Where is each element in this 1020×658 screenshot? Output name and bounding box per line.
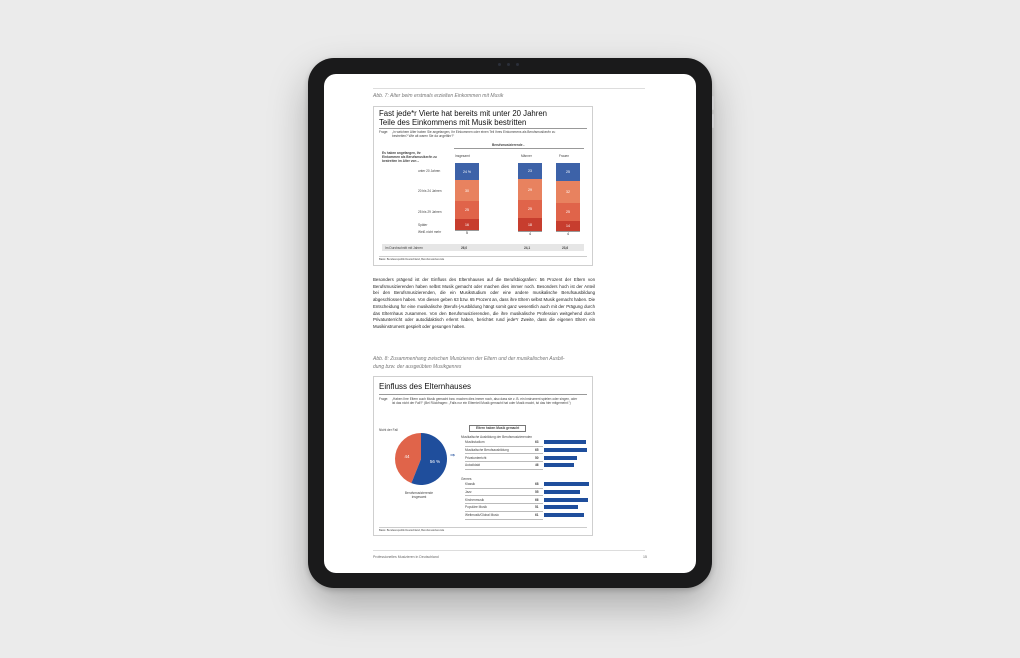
row-header: Es haben angefangen, ihr Einkommen als Berufsmusiker/in zu bestreiten im Alter von – [382,151,437,163]
chart-title: Einfluss des Elternhauses [379,382,472,391]
bar-segment: 25 [556,203,580,221]
hbar-label: Klassik [465,482,476,486]
bar-segment: 32 [556,181,580,204]
footer-title: Professionelles Musizieren in Deutschland [373,555,439,559]
column-header: Frauen [559,154,570,158]
bar-segment: 25 [518,200,542,218]
hbar-value: 50 [535,455,539,460]
row-divider [465,519,543,520]
bar-segment: 25 [556,163,580,181]
pie-not-label: Nicht der Fall [379,428,398,432]
question-text: „Haben Ihre Eltern auch Musik gemacht bzw. machen dies immer noch, also dass sie z. B. ein Instrument spielen oder singen, oder ist das nicht der Fall?“ (Bei Rückfragen: „Falls nur ein Elternteil Musik gemacht hat oder Musik macht, ist das hier mitgemeint.“) [392,397,578,405]
footer-rule [373,550,645,551]
average-value: 26,0 [461,245,468,250]
figure-caption: Abb. 8: Zusammenhang zwischen Musizieren der Eltern und der musikalischen Ausbil- dung bzw. der ausgeübten Musikgenres [373,356,565,370]
hbar-value: 63 [535,440,539,444]
bar-segment: 14 [556,221,580,231]
tablet-screen [324,74,696,573]
row-label: 25 bis 29 Jahren [418,210,442,214]
group-label: Berufsmusizierende - [492,143,525,147]
average-value: 23,6 [562,245,569,250]
chart-card-age [373,106,593,266]
row-label: 20 bis 24 Jahren [418,189,442,193]
hbar [544,463,574,467]
hbar-group-ausbildung [465,440,590,474]
figure-caption: Abb. 7: Alter beim erstmals erzielten Einkommen mit Musik [373,93,504,99]
volume-button [712,96,714,110]
row-divider [465,469,543,470]
bar-segment: 30 [455,180,479,201]
hbar-label: Populäre Musik [465,505,487,510]
pie-legend-box: Eltern haben Musik gemacht [469,425,526,432]
hbar-label: Autodidakt [465,463,481,468]
pie-slice-label: 56 % [429,459,441,465]
source-rule [379,527,587,528]
source-rule [379,256,587,257]
column-header: Männer [521,154,532,158]
row-divider [465,511,543,512]
row-label: unter 20 Jahren [418,169,441,173]
pie-slice-label: 44 [404,453,410,459]
camera-array [480,62,540,68]
row-divider [465,453,543,454]
average-label: Im Durchschnitt mit Jahren [385,245,423,250]
row-divider [465,488,543,489]
tablet-device [308,58,712,588]
question-label: Frage: [379,130,389,134]
stacked-bar-frauen [556,163,580,234]
page-number: 15 [643,555,647,559]
volume-button [712,114,714,128]
average-value: 24,1 [524,245,531,250]
hbar-label: Privatunterricht [465,455,487,460]
hbar-label: Musikstudium [465,440,485,444]
bar-segment: 24 % [455,163,479,180]
hbar-label: Kirchenmusik [465,497,485,502]
row-divider [465,461,543,462]
bar-segment: 4 [556,231,580,235]
bar-segment: 4 [518,231,542,235]
row-divider [465,446,543,447]
pie-caption: Berufsmusizierende insgesamt [404,491,434,499]
hbar-value: 51 [535,505,539,510]
question-text: „In welchem Alter haben Sie angefangen, Ihr Einkommen oder einen Teil Ihres Einkommens als Berufsmusiker/in zu bestreiten? Wie alt waren Sie da ungefähr?“ [392,130,556,138]
hbar-value: 68 [535,482,539,486]
hbar-label: Musikalische Berufsausbildung [465,447,509,452]
hbar-value: 65 [535,447,539,452]
pie-chart [391,429,451,489]
hbar [544,490,580,494]
bar-segment: 25 [455,201,479,219]
header-rule [373,88,645,89]
hbar [544,498,588,502]
bar-segment: 16 [455,219,479,230]
hbar-label: Weltmusik/Global Music [465,513,499,518]
hbar [544,505,578,509]
hbar-group-title: Musikalische Ausbildung der Berufsmusizierenden [461,435,533,439]
hbar-value: 46 [535,463,539,468]
title-rule [379,394,587,395]
row-label: Später [418,223,428,227]
hbar-value: 61 [535,513,539,518]
body-paragraph: Besonders prägend ist der Einfluss des Elternhauses auf die Berufsbiografien: 56 Prozent der Eltern von Berufsmusizierenden haben selbst Musik gemacht oder machen dies immer noch. Besonders hoch ist der Anteil bei den Berufsmusizierenden, die ein Musikstudium oder eine andere musikalische Berufsausbildung abgeschlossen haben. Von diesen geben 63 bzw. 65 Prozent an, dass ihre Eltern selbst Musik gemacht haben. Die Entscheidung für eine musikalische (Berufs-)Ausbildung hängt somit ganz wesentlich auch mit der Prägung durch das Elternhaus zusammen. Von den Berufsmusizierenden, die ihre musikalische Profession weitgehend durch Privatunterricht oder autodidaktisch erlernt haben, berichtet rund jede*r Zweite, dass die eigenen Eltern ein Musikinstrument gespielt oder gesungen haben. [373,277,595,329]
hbar [544,513,584,517]
hbar [544,482,589,486]
row-divider [465,503,543,504]
hbar [544,448,587,452]
bar-segment: 18 [518,218,542,231]
hbar-group-genres [465,482,590,524]
group-rule [454,148,584,149]
chart-card-parents [373,376,593,536]
stacked-bar-insgesamt [455,163,479,234]
hbar [544,440,586,444]
hbar [544,456,577,460]
row-divider [465,495,543,496]
hbar-group-title: Genres [461,477,472,481]
title-rule [379,128,587,129]
hbar-value: 66 [535,497,539,502]
stacked-bar-maenner [518,163,542,234]
hbar-label: Jazz [465,489,472,494]
arrow-icon: ⇒ [450,453,456,459]
question-label: Frage: [379,397,389,401]
hbar-value: 55 [535,489,539,494]
bar-segment: 5 [455,230,479,235]
bar-segment: 29 [518,179,542,200]
source-note: Basis: Bundesrepublik Deutschland, Berufsmusizierende [379,529,445,532]
bar-segment: 23 [518,163,542,179]
chart-title: Fast jede*r Vierte hat bereits mit unter 20 Jahren Teile des Einkommens mit Musik bestritten [379,109,548,127]
column-header: Insgesamt [455,154,470,158]
source-note: Basis: Bundesrepublik Deutschland, Berufsmusizierende [379,258,445,261]
row-label: Weiß nicht mehr [418,230,442,234]
